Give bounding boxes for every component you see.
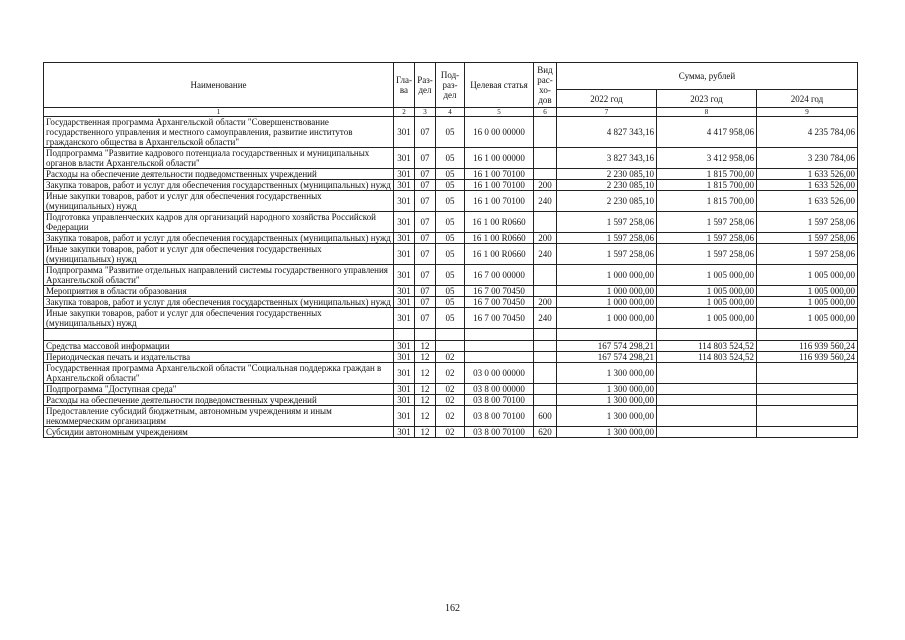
table-row — [44, 384, 858, 395]
row-razdel: 12 — [415, 341, 436, 352]
row-name: Мероприятия в области образования — [44, 286, 394, 297]
row-sum-2023: 4 417 958,06 — [657, 117, 757, 148]
row-podrazdel: 05 — [436, 148, 465, 169]
row-podrazdel: 02 — [436, 395, 465, 406]
header-summa: Сумма, рублей — [557, 63, 858, 90]
row-glava: 301 — [394, 384, 415, 395]
row-sum-2024: 1 597 258,06 — [757, 244, 858, 265]
row-tselevaya-statya: 16 0 00 00000 — [465, 117, 534, 148]
row-sum-2023: 1 597 258,06 — [657, 233, 757, 244]
row-tselevaya-statya: 16 1 00 R0660 — [465, 233, 534, 244]
row-razdel: 07 — [415, 286, 436, 297]
row-sum-2023 — [657, 427, 757, 438]
table-row — [44, 265, 858, 286]
row-tselevaya-statya: 03 8 00 00000 — [465, 384, 534, 395]
row-sum-2023 — [657, 363, 757, 384]
row-name: Расходы на обеспечение деятельности подведомственных учреждений — [44, 395, 394, 406]
row-sum-2023: 1 815 700,00 — [657, 191, 757, 212]
row-sum-2023 — [657, 406, 757, 427]
row-name: Иные закупки товаров, работ и услуг для обеспечения государственных (муниципальных) нужд — [44, 191, 394, 212]
row-tselevaya-statya: 16 1 00 R0660 — [465, 244, 534, 265]
row-sum-2022: 1 597 258,06 — [557, 233, 657, 244]
row-sum-2022: 1 000 000,00 — [557, 308, 657, 329]
row-razdel: 07 — [415, 244, 436, 265]
row-tselevaya-statya: 03 0 00 00000 — [465, 363, 534, 384]
row-glava: 301 — [394, 233, 415, 244]
row-vid-rashodov: 600 — [534, 406, 557, 427]
row-podrazdel: 02 — [436, 363, 465, 384]
row-tselevaya-statya: 16 1 00 00000 — [465, 148, 534, 169]
row-podrazdel: 05 — [436, 212, 465, 233]
table-row — [44, 297, 858, 308]
row-vid-rashodov: 620 — [534, 427, 557, 438]
row-tselevaya-statya — [465, 329, 534, 341]
row-sum-2024: 116 939 560,24 — [757, 352, 858, 363]
row-sum-2023: 1 005 000,00 — [657, 286, 757, 297]
row-sum-2022: 1 597 258,06 — [557, 212, 657, 233]
table-row — [44, 395, 858, 406]
row-name: Подпрограмма "Доступная среда" — [44, 384, 394, 395]
row-razdel: 07 — [415, 297, 436, 308]
row-name: Закупка товаров, работ и услуг для обеспечения государственных (муниципальных) нужд — [44, 233, 394, 244]
row-sum-2024: 1 633 526,00 — [757, 191, 858, 212]
column-number: 7 — [557, 108, 657, 117]
row-podrazdel: 05 — [436, 244, 465, 265]
row-tselevaya-statya — [465, 352, 534, 363]
row-razdel: 07 — [415, 233, 436, 244]
row-razdel — [415, 329, 436, 341]
row-glava: 301 — [394, 265, 415, 286]
row-vid-rashodov: 200 — [534, 233, 557, 244]
row-glava: 301 — [394, 363, 415, 384]
header-name: Наименование — [44, 63, 394, 108]
row-sum-2022: 2 230 085,10 — [557, 169, 657, 180]
row-sum-2023 — [657, 384, 757, 395]
header-vid-rashodov: Вид рас-хо-дов — [534, 63, 557, 108]
row-glava: 301 — [394, 352, 415, 363]
table-row — [44, 308, 858, 329]
column-number: 9 — [757, 108, 858, 117]
table-row — [44, 329, 858, 341]
row-podrazdel: 02 — [436, 384, 465, 395]
row-sum-2024: 1 597 258,06 — [757, 212, 858, 233]
column-number: 5 — [465, 108, 534, 117]
column-number-row — [44, 108, 858, 117]
row-sum-2022: 1 000 000,00 — [557, 297, 657, 308]
row-sum-2024: 4 235 784,06 — [757, 117, 858, 148]
row-podrazdel: 05 — [436, 191, 465, 212]
row-tselevaya-statya: 03 8 00 70100 — [465, 427, 534, 438]
row-sum-2023: 1 005 000,00 — [657, 265, 757, 286]
row-sum-2024: 1 597 258,06 — [757, 233, 858, 244]
row-tselevaya-statya: 16 7 00 70450 — [465, 297, 534, 308]
table-row — [44, 191, 858, 212]
row-podrazdel: 02 — [436, 406, 465, 427]
row-name: Государственная программа Архангельской области "Совершенствование государственного управления и местного самоуправления, развитие институтов гражданского общества в Архангельской области" — [44, 117, 394, 148]
row-sum-2022: 1 300 000,00 — [557, 406, 657, 427]
header-podrazdel: Под-раз-дел — [436, 63, 465, 108]
row-podrazdel — [436, 341, 465, 352]
row-sum-2024: 1 005 000,00 — [757, 265, 858, 286]
header-year-2023: 2023 год — [657, 90, 757, 108]
row-glava: 301 — [394, 297, 415, 308]
row-sum-2023: 114 803 524,52 — [657, 352, 757, 363]
row-sum-2022: 1 300 000,00 — [557, 363, 657, 384]
row-name: Государственная программа Архангельской области "Социальная поддержка граждан в Архангельской области" — [44, 363, 394, 384]
row-vid-rashodov — [534, 329, 557, 341]
row-vid-rashodov — [534, 363, 557, 384]
row-tselevaya-statya: 16 7 00 00000 — [465, 265, 534, 286]
row-vid-rashodov — [534, 169, 557, 180]
row-sum-2024 — [757, 363, 858, 384]
row-name — [44, 329, 394, 341]
row-sum-2024 — [757, 406, 858, 427]
row-razdel: 12 — [415, 352, 436, 363]
row-sum-2022 — [557, 329, 657, 341]
row-glava: 301 — [394, 169, 415, 180]
row-name: Субсидии автономным учреждениям — [44, 427, 394, 438]
row-sum-2024 — [757, 384, 858, 395]
row-razdel: 07 — [415, 148, 436, 169]
row-sum-2023: 114 803 524,52 — [657, 341, 757, 352]
row-razdel: 07 — [415, 308, 436, 329]
table-body — [44, 108, 858, 438]
row-sum-2023: 1 815 700,00 — [657, 180, 757, 191]
row-razdel: 12 — [415, 384, 436, 395]
header-glava: Гла-ва — [394, 63, 415, 108]
table-row — [44, 233, 858, 244]
table-row — [44, 406, 858, 427]
row-name: Закупка товаров, работ и услуг для обеспечения государственных (муниципальных) нужд — [44, 180, 394, 191]
row-vid-rashodov — [534, 286, 557, 297]
row-glava: 301 — [394, 406, 415, 427]
row-sum-2022: 2 230 085,10 — [557, 191, 657, 212]
row-name: Подготовка управленческих кадров для организаций народного хозяйства Российской Федерации — [44, 212, 394, 233]
row-name: Предоставление субсидий бюджетным, автономным учреждениям и иным некоммерческим организациям — [44, 406, 394, 427]
row-glava: 301 — [394, 341, 415, 352]
row-razdel: 07 — [415, 265, 436, 286]
row-podrazdel: 05 — [436, 265, 465, 286]
header-year-2022: 2022 год — [557, 90, 657, 108]
row-podrazdel: 05 — [436, 297, 465, 308]
row-vid-rashodov: 200 — [534, 180, 557, 191]
row-podrazdel: 05 — [436, 117, 465, 148]
row-razdel: 12 — [415, 427, 436, 438]
row-sum-2023: 1 597 258,06 — [657, 212, 757, 233]
budget-table — [43, 62, 858, 438]
column-number: 6 — [534, 108, 557, 117]
row-sum-2024: 1 005 000,00 — [757, 308, 858, 329]
row-podrazdel: 02 — [436, 427, 465, 438]
row-razdel: 12 — [415, 363, 436, 384]
row-vid-rashodov — [534, 117, 557, 148]
row-sum-2022: 1 300 000,00 — [557, 427, 657, 438]
row-glava: 301 — [394, 308, 415, 329]
row-glava: 301 — [394, 244, 415, 265]
column-number: 4 — [436, 108, 465, 117]
row-sum-2022: 2 230 085,10 — [557, 180, 657, 191]
row-glava: 301 — [394, 148, 415, 169]
header-tselevaya-statya: Целевая статья — [465, 63, 534, 108]
row-razdel: 12 — [415, 406, 436, 427]
table-row — [44, 341, 858, 352]
row-vid-rashodov: 240 — [534, 308, 557, 329]
row-glava: 301 — [394, 212, 415, 233]
row-glava: 301 — [394, 117, 415, 148]
table-row — [44, 427, 858, 438]
row-razdel: 07 — [415, 117, 436, 148]
row-podrazdel: 05 — [436, 169, 465, 180]
header-year-2024: 2024 год — [757, 90, 858, 108]
row-tselevaya-statya: 16 7 00 70450 — [465, 308, 534, 329]
column-number: 2 — [394, 108, 415, 117]
table-row — [44, 180, 858, 191]
row-tselevaya-statya: 16 7 00 70450 — [465, 286, 534, 297]
column-number: 8 — [657, 108, 757, 117]
row-name: Периодическая печать и издательства — [44, 352, 394, 363]
row-name: Средства массовой информации — [44, 341, 394, 352]
row-podrazdel: 05 — [436, 180, 465, 191]
row-sum-2022: 1 300 000,00 — [557, 395, 657, 406]
table-row — [44, 117, 858, 148]
row-tselevaya-statya: 16 1 00 70100 — [465, 169, 534, 180]
row-tselevaya-statya — [465, 341, 534, 352]
column-number: 3 — [415, 108, 436, 117]
row-sum-2023: 1 597 258,06 — [657, 244, 757, 265]
row-podrazdel: 02 — [436, 352, 465, 363]
table-row — [44, 286, 858, 297]
row-vid-rashodov: 240 — [534, 244, 557, 265]
row-glava: 301 — [394, 427, 415, 438]
row-sum-2023: 3 412 958,06 — [657, 148, 757, 169]
row-glava: 301 — [394, 286, 415, 297]
row-sum-2024: 1 633 526,00 — [757, 180, 858, 191]
row-razdel: 07 — [415, 191, 436, 212]
row-name: Расходы на обеспечение деятельности подведомственных учреждений — [44, 169, 394, 180]
row-glava: 301 — [394, 180, 415, 191]
row-sum-2022: 3 827 343,16 — [557, 148, 657, 169]
row-tselevaya-statya: 16 1 00 70100 — [465, 180, 534, 191]
table-row — [44, 244, 858, 265]
row-podrazdel — [436, 329, 465, 341]
row-sum-2022: 167 574 298,21 — [557, 352, 657, 363]
row-vid-rashodov — [534, 352, 557, 363]
row-tselevaya-statya: 03 8 00 70100 — [465, 395, 534, 406]
row-sum-2022: 1 000 000,00 — [557, 286, 657, 297]
column-number: 1 — [44, 108, 394, 117]
row-vid-rashodov — [534, 148, 557, 169]
row-sum-2022: 1 300 000,00 — [557, 384, 657, 395]
row-vid-rashodov — [534, 384, 557, 395]
row-name: Подпрограмма "Развитие кадрового потенциала государственных и муниципальных органов власти Архангельской области" — [44, 148, 394, 169]
row-glava: 301 — [394, 395, 415, 406]
row-vid-rashodov — [534, 341, 557, 352]
row-sum-2022: 167 574 298,21 — [557, 341, 657, 352]
row-razdel: 07 — [415, 169, 436, 180]
page-number: 162 — [445, 603, 460, 614]
row-name: Иные закупки товаров, работ и услуг для обеспечения государственных (муниципальных) нужд — [44, 244, 394, 265]
row-sum-2023: 1 005 000,00 — [657, 308, 757, 329]
row-sum-2024: 3 230 784,06 — [757, 148, 858, 169]
table-row — [44, 169, 858, 180]
row-podrazdel: 05 — [436, 286, 465, 297]
row-razdel: 07 — [415, 212, 436, 233]
row-vid-rashodov: 200 — [534, 297, 557, 308]
table-row — [44, 352, 858, 363]
row-sum-2023: 1 005 000,00 — [657, 297, 757, 308]
row-podrazdel: 05 — [436, 308, 465, 329]
row-podrazdel: 05 — [436, 233, 465, 244]
header-razdel: Раз-дел — [415, 63, 436, 108]
row-sum-2022: 1 000 000,00 — [557, 265, 657, 286]
row-tselevaya-statya: 16 1 00 70100 — [465, 191, 534, 212]
row-glava — [394, 329, 415, 341]
row-vid-rashodov — [534, 395, 557, 406]
row-sum-2024: 1 005 000,00 — [757, 286, 858, 297]
row-razdel: 12 — [415, 395, 436, 406]
row-glava: 301 — [394, 191, 415, 212]
budget-document — [43, 62, 857, 438]
row-name: Подпрограмма "Развитие отдельных направлений системы государственного управления Архангельской области" — [44, 265, 394, 286]
row-vid-rashodov — [534, 212, 557, 233]
table-row — [44, 148, 858, 169]
row-sum-2022: 4 827 343,16 — [557, 117, 657, 148]
row-sum-2024 — [757, 427, 858, 438]
row-vid-rashodov: 240 — [534, 191, 557, 212]
row-name: Закупка товаров, работ и услуг для обеспечения государственных (муниципальных) нужд — [44, 297, 394, 308]
row-sum-2024 — [757, 395, 858, 406]
row-sum-2024: 116 939 560,24 — [757, 341, 858, 352]
row-tselevaya-statya: 03 8 00 70100 — [465, 406, 534, 427]
table-row — [44, 212, 858, 233]
row-sum-2022: 1 597 258,06 — [557, 244, 657, 265]
row-sum-2024: 1 633 526,00 — [757, 169, 858, 180]
row-sum-2024: 1 005 000,00 — [757, 297, 858, 308]
row-sum-2023 — [657, 329, 757, 341]
row-sum-2024 — [757, 329, 858, 341]
row-sum-2023 — [657, 395, 757, 406]
row-tselevaya-statya: 16 1 00 R0660 — [465, 212, 534, 233]
row-sum-2023: 1 815 700,00 — [657, 169, 757, 180]
table-row — [44, 363, 858, 384]
row-vid-rashodov — [534, 265, 557, 286]
row-razdel: 07 — [415, 180, 436, 191]
row-name: Иные закупки товаров, работ и услуг для обеспечения государственных (муниципальных) нужд — [44, 308, 394, 329]
